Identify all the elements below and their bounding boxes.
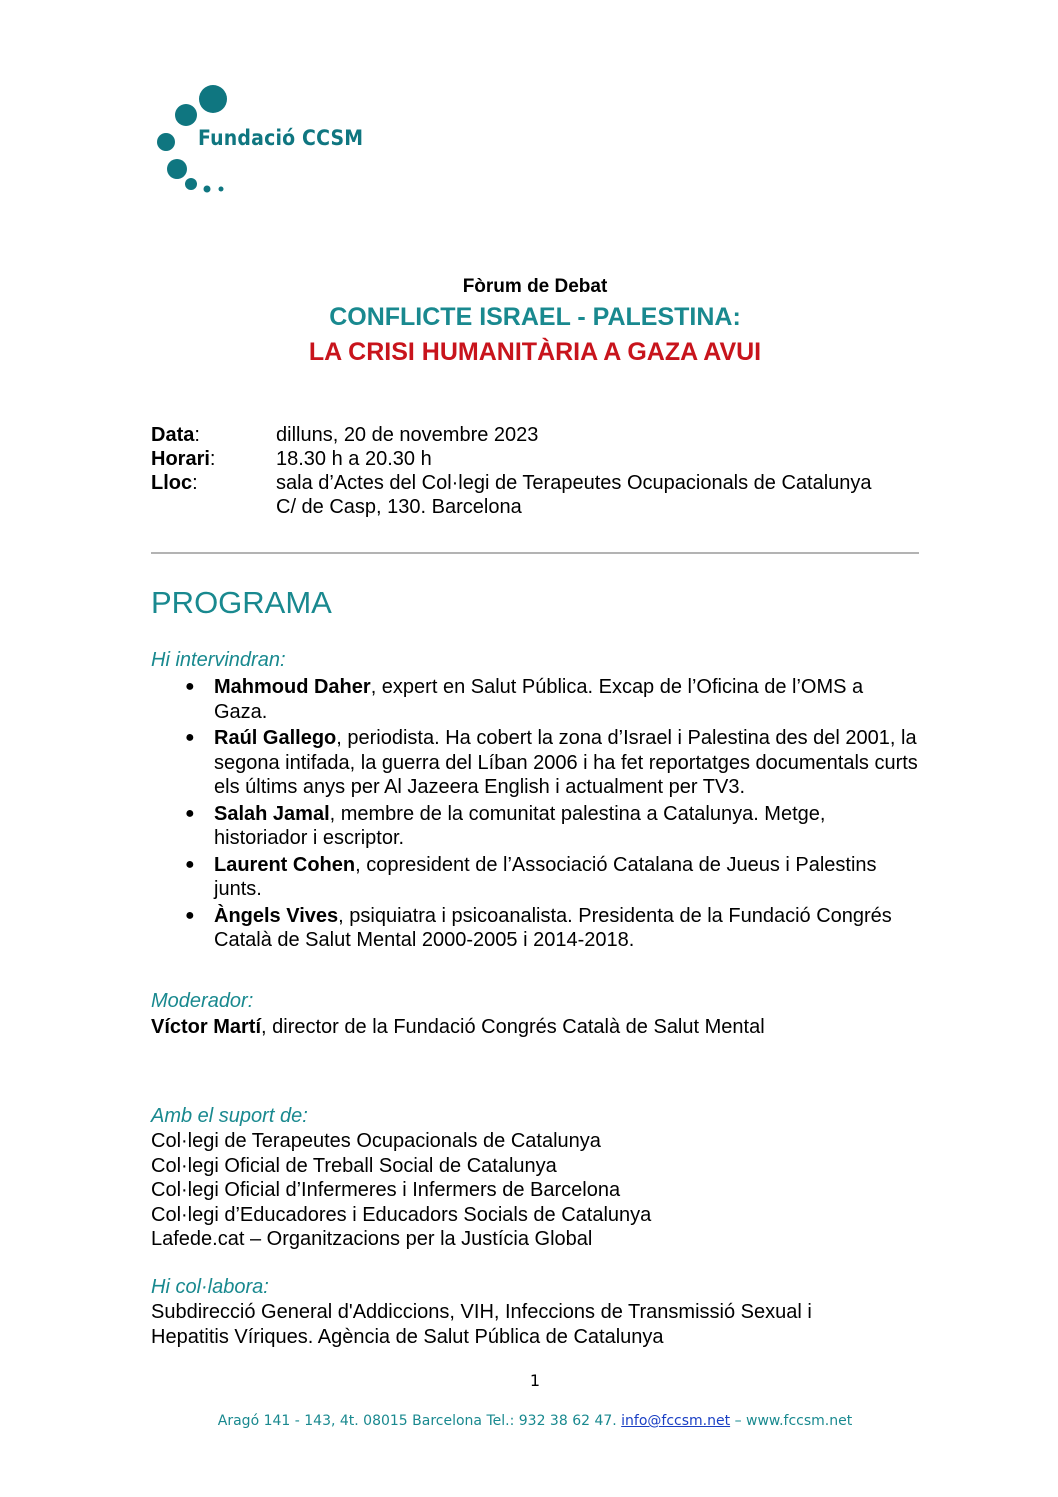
bullet-icon: ●	[185, 906, 195, 924]
programa-heading: PROGRAMA	[151, 585, 332, 620]
moderator-heading: Moderador:	[151, 990, 254, 1012]
list-item: Col·legi Oficial de Treball Social de Catalunya	[151, 1154, 557, 1177]
moderator-desc: , director de la Fundació Congrés Català de Salut Mental	[261, 1016, 765, 1038]
event-info	[151, 423, 931, 523]
footer-address: Aragó 141 - 143, 4t. 08015 Barcelona Tel.: 932 38 62 47.	[217, 1413, 617, 1429]
fundacio-ccsm-logo	[150, 82, 390, 200]
time-value: 18.30 h a 20.30 h	[276, 448, 432, 470]
bullet-icon: ●	[185, 855, 195, 873]
forum-label: Fòrum de Debat	[462, 276, 608, 297]
list-item: ● Mahmoud Daher, expert en Salut Pública. Excap de l’Oficina de l’OMS a Gaza.	[185, 676, 864, 723]
place-value-line-1: sala d’Actes del Col·legi de Terapeutes Ocupacionals de Catalunya	[276, 472, 872, 494]
list-item: Col·legi d’Educadores i Educadors Socials de Catalunya	[151, 1203, 652, 1226]
list-item: ● Àngels Vives, psiquiatra i psicoanalista. Presidenta de la Fundació Congrés Català de Salut Mental 2000-2005 i 2014-2018.	[185, 904, 892, 951]
bullet-icon: ●	[185, 804, 195, 822]
date-label: Data:	[151, 424, 200, 446]
support-heading: Amb el suport de:	[151, 1105, 308, 1127]
speakers-heading: Hi intervindran:	[151, 649, 286, 671]
moderator-name: Víctor Martí	[151, 1016, 262, 1038]
list-item: ● Laurent Cohen, copresident de l’Associació Catalana de Jueus i Palestins junts.	[185, 853, 877, 900]
support-list	[151, 1129, 651, 1252]
bullet-icon: ●	[185, 678, 195, 695]
place-label: Lloc:	[151, 472, 198, 494]
list-item: ● Raúl Gallego, periodista. Ha cobert la zona d’Israel i Palestina des del 2001, la segona intifada, la guerra del Líban 2006 i ha fet reportatges documentals curts els últims anys per Al Jazeera English i actualment per TV3.	[185, 727, 918, 798]
collab-line-2: Hepatitis Víriques. Agència de Salut Pública de Catalunya	[151, 1325, 664, 1348]
footer-separator: –	[734, 1413, 742, 1429]
list-item: ● Salah Jamal, membre de la comunitat palestina a Catalunya. Metge, historiador i escriptor.	[185, 802, 826, 849]
speakers-list	[151, 675, 921, 955]
place-value-line-2: C/ de Casp, 130. Barcelona	[276, 496, 522, 518]
footer-website: www.fccsm.net	[746, 1413, 853, 1429]
list-item: Col·legi de Terapeutes Ocupacionals de Catalunya	[151, 1130, 601, 1152]
list-item: Lafede.cat – Organitzacions per la Justícia Global	[151, 1228, 593, 1250]
collab-text	[151, 1300, 812, 1349]
time-label: Horari:	[151, 448, 216, 470]
list-item: Col·legi Oficial d’Infermeres i Infermers de Barcelona	[151, 1179, 621, 1201]
date-value: dilluns, 20 de novembre 2023	[276, 424, 539, 446]
title-line-2: LA CRISI HUMANITÀRIA A GAZA AVUI	[308, 338, 762, 366]
page-number: 1	[529, 1371, 541, 1390]
logo-text: Fundació CCSM	[198, 126, 364, 150]
collab-heading: Hi col·labora:	[151, 1276, 269, 1298]
moderator-line	[151, 1015, 765, 1040]
footer-email-link[interactable]: info@fccsm.net	[621, 1413, 731, 1429]
bullet-icon: ●	[185, 729, 195, 746]
footer	[0, 1413, 1058, 1429]
title-line-1: CONFLICTE ISRAEL - PALESTINA:	[329, 303, 741, 331]
divider	[151, 552, 919, 554]
collab-line-1: Subdirecció General d'Addiccions, VIH, Infeccions de Transmissió Sexual i	[151, 1301, 812, 1323]
